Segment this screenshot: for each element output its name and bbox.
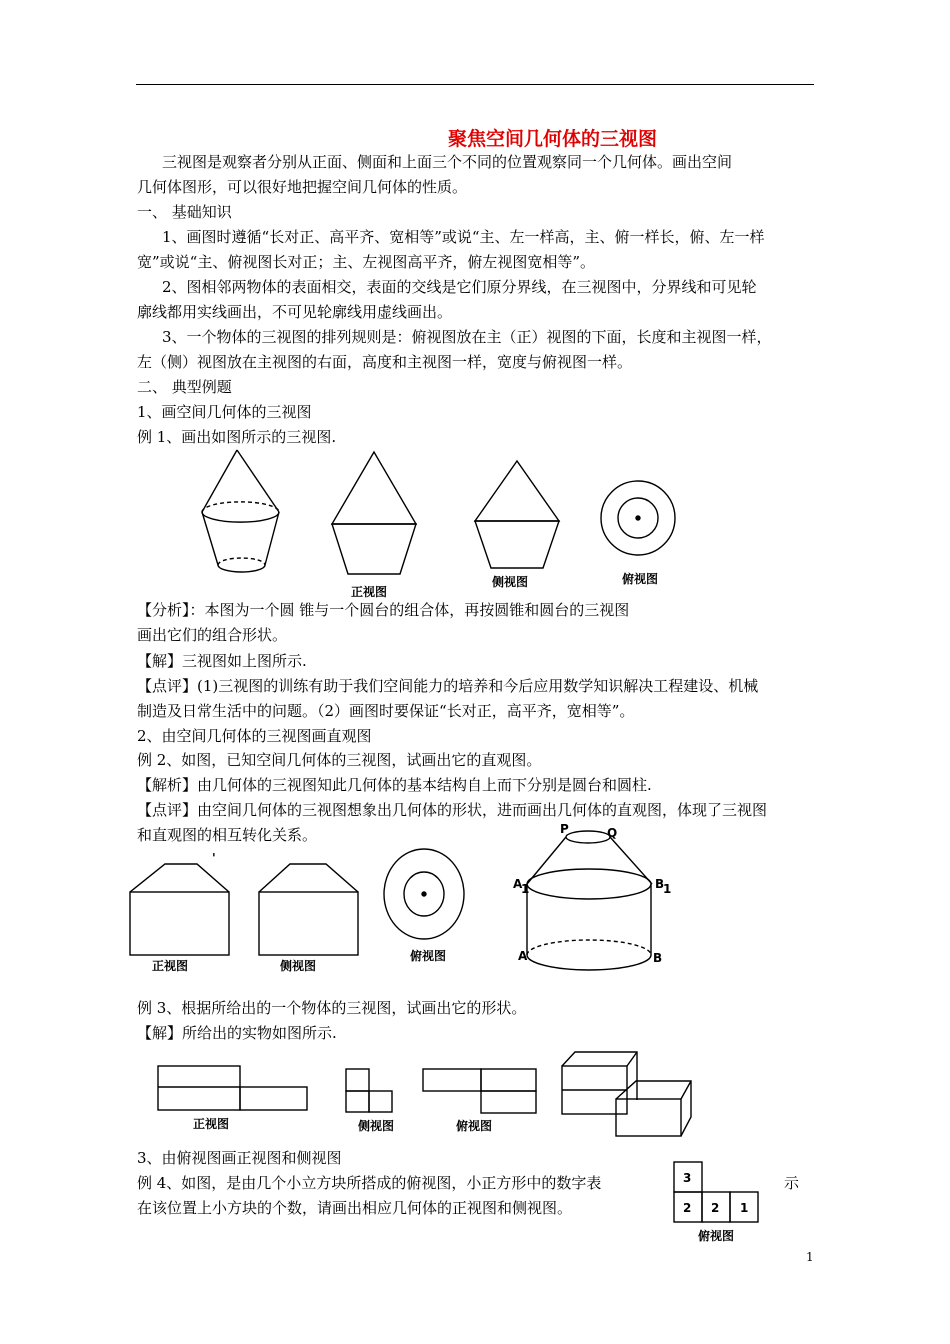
fig2-label-A: A [518,949,528,963]
fig4-cell-2b: 2 [711,1201,720,1215]
para-line: 左（侧）视图放在主视图的右面，高度和主视图一样，宽度与俯视图一样。 [137,353,633,371]
fig4-label: 俯视图 [698,1229,735,1243]
fig4-cell-1: 1 [740,1201,749,1215]
fig3-top-label: 俯视图 [456,1119,493,1133]
fig1-side-label: 侧视图 [492,575,529,589]
para-line: 【点评】由空间几何体的三视图想象出几何体的形状，进而画出几何体的直观图，体现了三视图 [137,801,768,819]
fig3-solid-drawing [562,1052,691,1136]
para-line: 几何体图形，可以很好地把握空间几何体的性质。 [137,178,468,196]
para-line: 【分析】：本图为一个圆 锥与一个圆台的组合体，再按圆锥和圆台的三视图 [137,601,630,619]
fig2-label-B1-sub: 1 [663,882,672,896]
fig1-side-view [475,461,559,568]
para-line: 【点评】(1)三视图的训练有助于我们空间能力的培养和今后应用数学知识解决工程建设、机械 [137,677,759,695]
fig2-front-view [130,864,229,955]
fig2-label-P: P [560,822,569,836]
fig2-side-label: 侧视图 [280,959,317,973]
para-line: 【解】三视图如上图所示. [137,652,307,670]
fig2-side-view [259,864,358,955]
fig2-front-tick: ' [212,851,216,865]
para-line: 2、图相邻两物体的表面相交，表面的交线是它们原分界线，在三视图中，分界线和可见轮 [162,278,757,296]
fig3-side-view [346,1069,392,1112]
fig2-label-A1-sub: 1 [521,882,530,896]
para-line: 廓线都用实线画出，不可见轮廓线用虚线画出。 [137,303,453,321]
subsection-heading: 1、画空间几何体的三视图 [137,403,312,421]
example-line: 例 1、画出如图所示的三视图. [137,428,337,446]
para-line: 【解】所给出的实物如图所示. [137,1024,337,1042]
fig2-label-B1: B [655,877,665,891]
fig1-solid-drawing [202,450,279,572]
fig2-label-A1: A [513,877,523,891]
para-line: 【解析】由几何体的三视图知此几何体的基本结构自上而下分别是圆台和圆柱. [137,776,652,794]
page-number: 1 [806,1250,814,1264]
subsection-heading: 3、由俯视图画正视图和侧视图 [137,1149,342,1167]
fig3-front-label: 正视图 [193,1117,230,1131]
para-line: 在该位置上小方块的个数，请画出相应几何体的正视图和侧视图。 [137,1199,573,1217]
para-line: 制造及日常生活中的问题。（2）画图时要保证“长对正，高平齐，宽相等”。 [137,702,635,720]
para-line: 画出它们的组合形状。 [137,626,288,644]
para-line: 1、画图时遵循“长对正、高平齐、宽相等”或说“主、左一样高，主、俯一样长，俯、左一样 [162,228,765,246]
fig2-label-Q: Q [607,826,618,840]
fig3-side-label: 侧视图 [358,1119,395,1133]
example-line: 例 4、如图，是由几个小立方块所搭成的俯视图，小正方形中的数字表 [137,1174,602,1192]
para-line: 3、一个物体的三视图的排列规则是：俯视图放在主（正）视图的下面，长度和主视图一样， [162,328,772,346]
example-line: 例 2、如图，已知空间几何体的三视图，试画出它的直观图。 [137,751,542,769]
fig2-front-label: 正视图 [152,959,189,973]
para-line: 宽”或说“主、俯视图长对正；主、左视图高平齐，俯左视图宽相等”。 [137,253,596,271]
fig3-front-view [158,1066,307,1110]
subsection-heading: 2、由空间几何体的三视图画直观图 [137,727,372,745]
fig1-front-label: 正视图 [351,585,388,599]
fig4-cell-2a: 2 [683,1201,692,1215]
fig2-top-center-dot [422,892,426,896]
fig4-cell-3: 3 [683,1171,692,1185]
fig1-top-label: 俯视图 [622,572,659,586]
fig1-front-view [332,452,416,574]
para-line: 三视图是观察者分别从正面、侧面和上面三个不同的位置观察同一个几何体。画出空间 [162,153,733,171]
fig2-top-label: 俯视图 [410,949,447,963]
para-line: 和直观图的相互转化关系。 [137,826,318,844]
fig1-top-center-dot [636,516,640,520]
fig3-top-view [423,1069,536,1113]
section-heading: 一、 基础知识 [137,203,232,221]
fig2-label-B: B [653,951,663,965]
section-heading: 二、 典型例题 [137,378,232,396]
example-line-tail: 示 [784,1174,800,1192]
example-line: 例 3、根据所给出的一个物体的三视图，试画出它的形状。 [137,999,527,1017]
page-title: 聚焦空间几何体的三视图 [447,128,657,150]
fig2-solid-drawing [527,831,652,970]
